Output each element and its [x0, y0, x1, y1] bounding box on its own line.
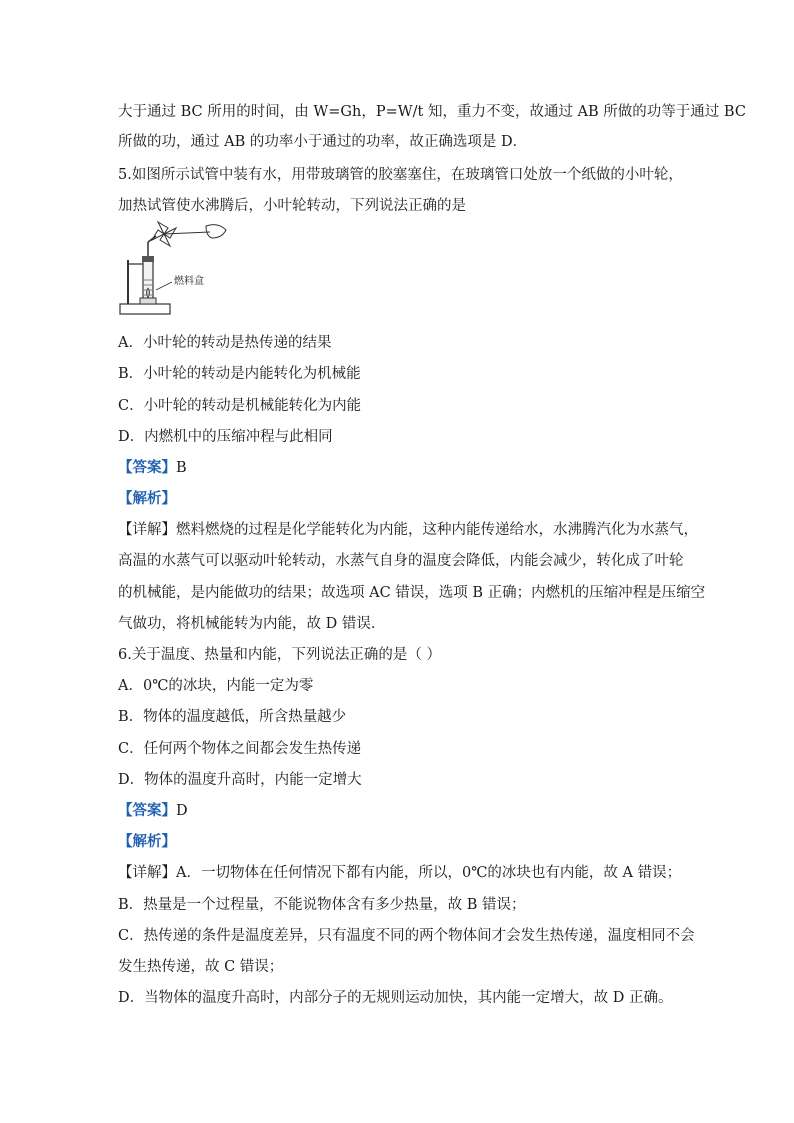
option-a: A．小叶轮的转动是热传递的结果 — [118, 335, 332, 351]
answer-value: B — [176, 460, 187, 476]
option-d: D．内燃机中的压缩冲程与此相同 — [118, 429, 333, 445]
analysis-label — [118, 489, 678, 509]
option-d: D．物体的温度升高时，内能一定增大 — [118, 772, 362, 788]
analysis-label — [118, 832, 678, 852]
explanation-line: 高温的水蒸气可以驱动叶轮转动，水蒸气自身的温度会降低，内能会减少，转化成了叶轮 — [118, 553, 684, 569]
answer-value: D — [176, 803, 188, 819]
answer-line — [118, 458, 678, 478]
option-b: B．小叶轮的转动是内能转化为机械能 — [118, 366, 361, 382]
text-line: 大于通过 BC 所用的时间，由 W=Gh，P=W/t 知，重力不变，故通过 AB 所做的功等于通过 BC — [118, 104, 746, 120]
analysis-heading: 【解析】 — [118, 490, 176, 507]
apparatus-figure — [118, 218, 228, 320]
figure-label: 燃料盒 — [174, 276, 204, 287]
option-c: C．小叶轮的转动是机械能转化为内能 — [118, 398, 362, 414]
explanation-line: B．热量是一个过程量，不能说物体含有多少热量，故 B 错误； — [118, 897, 526, 913]
question-5-stem: 加热试管使水沸腾后，小叶轮转动，下列说法正确的是 — [118, 198, 466, 214]
test-tube-pinwheel-illustration — [118, 218, 228, 320]
answer-label: 【答案】 — [118, 802, 176, 819]
question-6-stem: 6.关于温度、热量和内能，下列说法正确的是（ ） — [118, 647, 441, 663]
explanation-line: 【详解】A．一切物体在任何情况下都有内能，所以，0℃的冰块也有内能，故 A 错误； — [118, 865, 682, 881]
explanation-line: C．热传递的条件是温度差异，只有温度不同的两个物体间才会发生热传递，温度相同不会 — [118, 928, 695, 944]
analysis-heading: 【解析】 — [118, 833, 176, 850]
answer-label: 【答案】 — [118, 459, 176, 476]
option-b: B．物体的温度越低，所含热量越少 — [118, 709, 347, 725]
explanation-line: 【详解】燃料燃烧的过程是化学能转化为内能，这种内能传递给水，水沸腾汽化为水蒸气， — [118, 522, 698, 538]
explanation-line: 气做功，将机械能转为内能，故 D 错误． — [118, 616, 386, 632]
explanation-line: D．当物体的温度升高时，内部分子的无规则运动加快，其内能一定增大，故 D 正确。 — [118, 990, 673, 1006]
answer-line — [118, 801, 678, 821]
explanation-line: 的机械能，是内能做功的结果；故选项 AC 错误，选项 B 正确；内燃机的压缩冲程是压缩空 — [118, 585, 706, 601]
option-a: A．0℃的冰块，内能一定为零 — [118, 678, 314, 694]
explanation-line: 发生热传递，故 C 错误； — [118, 959, 284, 975]
option-c: C．任何两个物体之间都会发生热传递 — [118, 741, 362, 757]
question-5-stem: 5.如图所示试管中装有水，用带玻璃管的胶塞塞住，在玻璃管口处放一个纸做的小叶轮， — [118, 167, 683, 183]
text-line: 所做的功，通过 AB 的功率小于通过的功率，故正确选项是 D． — [118, 134, 528, 150]
